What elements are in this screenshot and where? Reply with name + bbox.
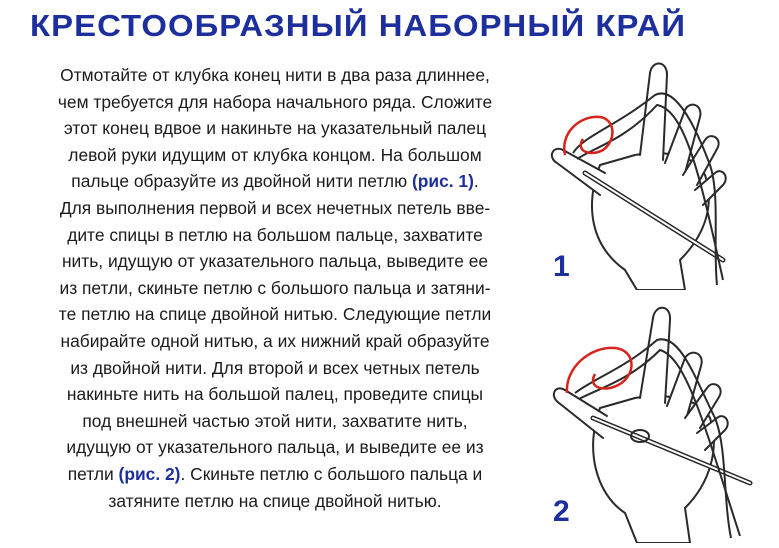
text-line: из двойной нити. Для второй и всех четных петель <box>70 357 480 378</box>
text-line: Отмотайте от клубка конец нити в два раза длиннее, <box>60 65 490 85</box>
text-line: левой руки идущим от клубка концом. На большом <box>68 144 482 165</box>
hand-with-yarn-loop-illustration <box>545 55 735 290</box>
text-segment: Скиньте петлю с большого пальца и <box>190 463 483 484</box>
text-line: накиньте нить на большой палец, проведите спицы <box>66 384 484 405</box>
text-line: из петли, скиньте петлю с большого пальца и затяни- <box>59 277 491 298</box>
yarn-loop-icon <box>567 348 632 393</box>
text-line: набирайте одной нитью, а их нижний край образуйте <box>60 330 490 351</box>
figure-number: 1 <box>553 250 570 283</box>
text-line: этот конец вдвое и накиньте на указательный палец <box>63 118 487 139</box>
text-line: те петлю на спице двойной нитью. Следующие петли <box>58 304 492 325</box>
text-line: Для выполнения первой и всех нечетных петель вве- <box>59 197 491 218</box>
hand-with-needle-loop-illustration <box>545 298 760 543</box>
text-line <box>30 461 520 488</box>
text-segment: петли <box>67 463 114 484</box>
text-line: чем требуется для набора начального ряда. Сложите <box>57 91 493 112</box>
figure-number: 2 <box>553 495 570 528</box>
text-line: под внешней частью этой нити, захватите нить, <box>82 410 468 431</box>
page-title: КРЕСТООБРАЗНЫЙ НАБОРНЫЙ КРАЙ <box>30 8 687 43</box>
text-line: идущую от указательного пальца, и выведите ее из <box>66 437 484 458</box>
figure-1-reference: (рис. 1) <box>411 171 474 192</box>
text-line: затяните петлю на спице двойной нитью. <box>108 490 442 511</box>
instructions-text <box>30 62 520 514</box>
figure-2-reference: (рис. 2) <box>118 463 181 484</box>
text-segment: пальце образуйте из двойной нити петлю <box>71 171 408 192</box>
text-line: нить, идущую от указательного пальца, выведите ее <box>61 251 489 272</box>
period: . <box>473 171 479 192</box>
period: . <box>180 463 186 484</box>
text-line: дите спицы в петлю на большом пальце, захватите <box>67 224 483 245</box>
yarn-loop-icon <box>564 117 612 155</box>
text-line <box>30 168 520 195</box>
